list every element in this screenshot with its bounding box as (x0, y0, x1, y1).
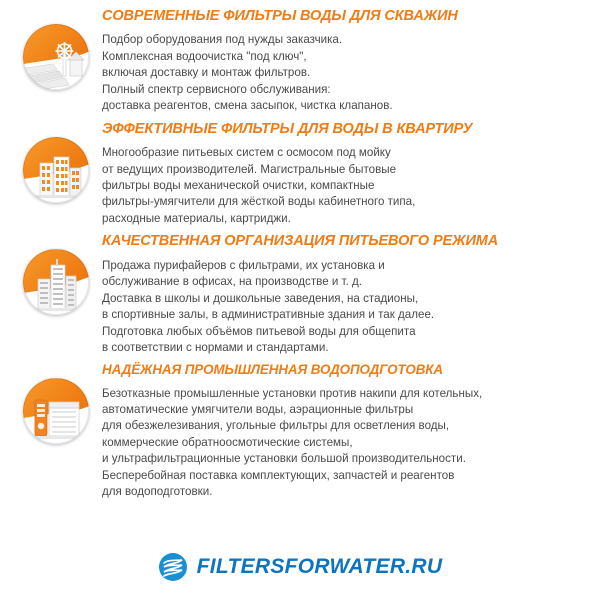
footer-brand (0, 552, 600, 582)
section-industrial (10, 362, 590, 500)
icon-column (10, 233, 102, 315)
body-line: Подбор оборудования под нужды заказчика. (102, 33, 343, 47)
body-line: автоматические умягчители воды, аэрационные фильтры (102, 402, 414, 416)
section-body (102, 386, 584, 501)
body-line: Продажа пурифайеров с фильтрами, их установка и (102, 258, 385, 272)
body-line: и ультрафильтрационные установки большой производительности. (102, 452, 466, 466)
icon-column (10, 362, 102, 444)
body-line: расходные материалы, картриджи. (102, 211, 291, 225)
section-drinking-regime (10, 233, 590, 356)
body-line: Полный спектр сервисного обслуживания: (102, 82, 331, 96)
body-line: коммерческие обратноосмотические системы, (102, 435, 353, 449)
body-line: для водоподготовки. (102, 485, 213, 499)
section-title: КАЧЕСТВЕННАЯ ОРГАНИЗАЦИЯ ПИТЬЕВОГО РЕЖИМА (102, 233, 499, 250)
body-line: для обезжелезивания, угольные фильтры для осветления воды, (102, 419, 450, 433)
body-line: в спортивные залы, в административные здания и так далее. (102, 308, 435, 322)
section-body (102, 145, 584, 227)
body-line: Доставка в школы и дошкольные заведения, на стадионы, (102, 291, 419, 305)
water-swirl-logo-icon (158, 552, 188, 582)
industrial-equipment-icon (23, 378, 89, 444)
body-line: Подготовка любых объёмов питьевой воды для общепита (102, 324, 416, 338)
body-line: доставка реагентов, смена засыпок, чистка клапанов. (102, 99, 393, 113)
body-line: Комплексная водоочистка "под ключ", (102, 49, 307, 63)
text-column (102, 362, 590, 500)
body-line: Многообразие питьевых систем с осмосом под мойку (102, 146, 391, 160)
body-line: обслуживание в офисах, на производстве и т. д. (102, 275, 363, 289)
body-line: включая доставку и монтаж фильтров. (102, 66, 311, 80)
text-column (102, 8, 590, 115)
section-apartment (10, 121, 590, 228)
body-line: фильтры воды механической очистки, компактные (102, 178, 375, 192)
section-title: НАДЁЖНАЯ ПРОМЫШЛЕННАЯ ВОДОПОДГОТОВКА (102, 362, 443, 378)
text-column (102, 233, 590, 356)
apartment-building-icon (23, 137, 89, 203)
body-line: от ведущих производителей. Магистральные бытовые (102, 162, 397, 176)
icon-column (10, 8, 102, 90)
text-column (102, 121, 590, 228)
body-line: фильтры-умягчители для жёсткой воды кабинетного типа, (102, 195, 416, 209)
office-towers-icon (23, 249, 89, 315)
section-title: СОВРЕМЕННЫЕ ФИЛЬТРЫ ВОДЫ ДЛЯ СКВАЖИН (102, 8, 458, 24)
water-well-field-icon (23, 24, 89, 90)
body-line: Безотказные промышленные установки против накипи для котельных, (102, 386, 483, 400)
section-wells (10, 8, 590, 115)
body-line: в соответствии с нормами и стандартами. (102, 340, 329, 354)
section-body (102, 258, 584, 357)
brand-name: FILTERSFORWATER.RU (196, 555, 443, 578)
section-title: ЭФФЕКТИВНЫЕ ФИЛЬТРЫ ДЛЯ ВОДЫ В КВАРТИРУ (102, 120, 473, 137)
section-body (102, 32, 584, 114)
body-line: Бесперебойная поставка комплектующих, запчастей и реагентов (102, 468, 455, 482)
icon-column (10, 121, 102, 203)
